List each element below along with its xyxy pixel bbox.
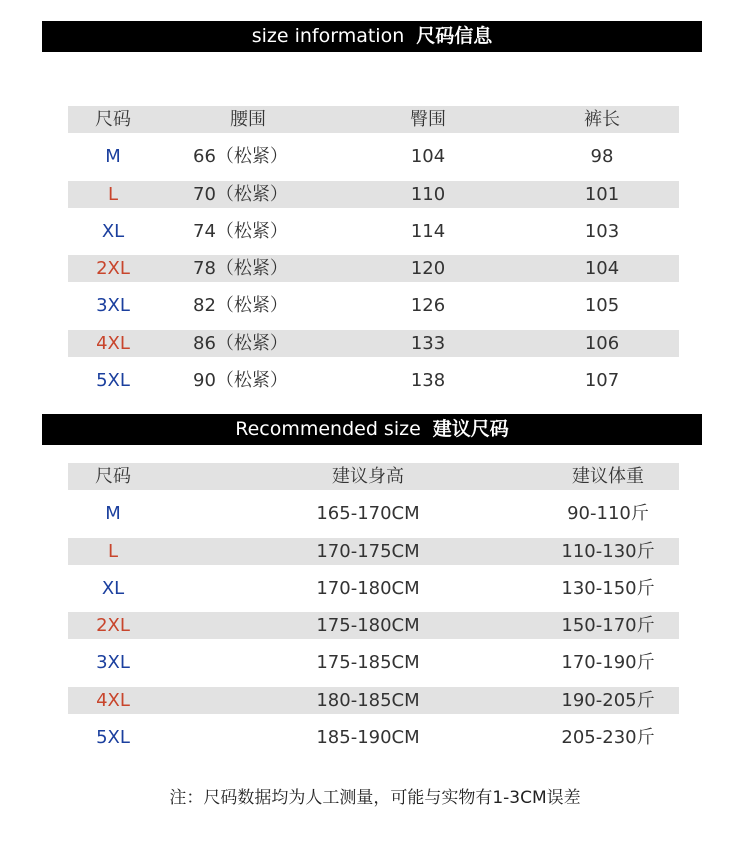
length-cell: 103 <box>584 220 620 242</box>
waist-cell: 78（松紧） <box>193 258 288 280</box>
weight-cell: 110-130斤 <box>561 540 655 562</box>
size-cell: M <box>105 146 121 168</box>
waist-cell: 90（松紧） <box>193 370 288 392</box>
table-row <box>68 649 679 676</box>
height-cell: 170-180CM <box>316 577 420 599</box>
size-information-table <box>68 106 679 404</box>
waist-cell: 82（松紧） <box>193 295 288 317</box>
table-row <box>68 538 679 565</box>
height-cell: 165-170CM <box>316 503 420 525</box>
banner-title-zh: 尺码信息 <box>416 25 493 47</box>
table-row <box>68 143 679 170</box>
table-row <box>68 724 679 751</box>
table-row <box>68 218 679 245</box>
table-header-row <box>68 463 679 490</box>
size-cell: 3XL <box>96 295 130 317</box>
table-row <box>68 292 679 319</box>
length-cell: 105 <box>584 295 620 317</box>
size-cell: 5XL <box>96 727 130 749</box>
recommended-size-banner <box>42 414 702 445</box>
length-cell: 101 <box>584 183 620 205</box>
header-size: 尺码 <box>95 466 131 487</box>
height-cell: 175-185CM <box>316 652 420 674</box>
hip-cell: 120 <box>410 258 446 280</box>
height-cell: 180-185CM <box>316 689 420 711</box>
size-information-banner <box>42 21 702 52</box>
size-cell: 3XL <box>96 652 130 674</box>
banner-title-zh: 建议尺码 <box>432 418 509 440</box>
banner-title-en: Recommended size <box>235 418 421 440</box>
length-cell: 106 <box>584 332 620 354</box>
banner-title-en: size information <box>251 25 405 47</box>
table-row <box>68 575 679 602</box>
table-row <box>68 612 679 639</box>
size-cell: XL <box>101 577 125 599</box>
header-size: 尺码 <box>95 109 131 130</box>
table-header-row <box>68 106 679 133</box>
hip-cell: 138 <box>410 370 446 392</box>
length-cell: 98 <box>590 146 614 168</box>
weight-cell: 150-170斤 <box>561 615 655 637</box>
header-weight: 建议体重 <box>572 466 644 487</box>
height-cell: 185-190CM <box>316 727 420 749</box>
header-height: 建议身高 <box>332 466 404 487</box>
hip-cell: 104 <box>410 146 446 168</box>
hip-cell: 133 <box>410 332 446 354</box>
waist-cell: 66（松紧） <box>193 146 288 168</box>
weight-cell: 130-150斤 <box>561 577 655 599</box>
length-cell: 107 <box>584 370 620 392</box>
header-hip: 臀围 <box>410 109 446 130</box>
hip-cell: 110 <box>410 183 446 205</box>
measurement-note: 注：尺码数据均为人工测量，可能与实物有1-3CM误差 <box>169 788 581 808</box>
height-cell: 175-180CM <box>316 615 420 637</box>
header-length: 裤长 <box>584 109 620 130</box>
table-row <box>68 687 679 714</box>
weight-cell: 170-190斤 <box>561 652 655 674</box>
table-row <box>68 255 679 282</box>
recommended-size-table <box>68 463 679 761</box>
size-cell: L <box>107 183 119 205</box>
waist-cell: 86（松紧） <box>193 332 288 354</box>
size-cell: 4XL <box>96 689 130 711</box>
size-cell: 2XL <box>96 615 130 637</box>
table-row <box>68 181 679 208</box>
hip-cell: 114 <box>410 220 446 242</box>
size-cell: L <box>107 540 119 562</box>
table-row <box>68 500 679 527</box>
header-waist: 腰围 <box>230 109 266 130</box>
weight-cell: 90-110斤 <box>567 503 649 525</box>
size-cell: XL <box>101 220 125 242</box>
length-cell: 104 <box>584 258 620 280</box>
size-cell: 4XL <box>96 332 130 354</box>
table-row <box>68 367 679 394</box>
waist-cell: 70（松紧） <box>193 183 288 205</box>
size-cell: 2XL <box>96 258 130 280</box>
table-row <box>68 330 679 357</box>
height-cell: 170-175CM <box>316 540 420 562</box>
weight-cell: 190-205斤 <box>561 689 655 711</box>
hip-cell: 126 <box>410 295 446 317</box>
size-cell: M <box>105 503 121 525</box>
size-cell: 5XL <box>96 370 130 392</box>
waist-cell: 74（松紧） <box>193 220 288 242</box>
weight-cell: 205-230斤 <box>561 727 655 749</box>
